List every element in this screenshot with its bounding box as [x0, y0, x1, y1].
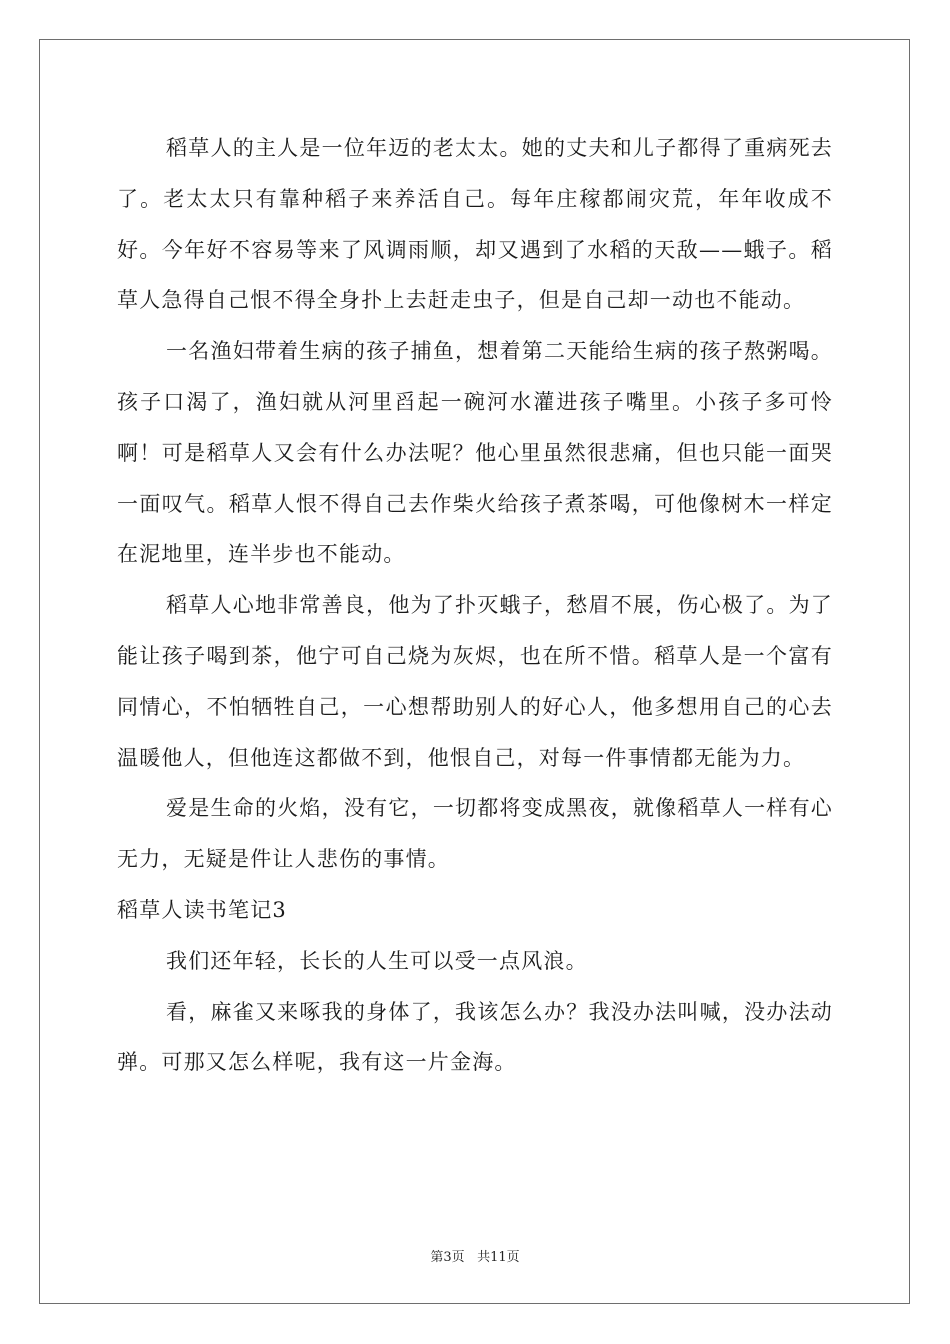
paragraph: 我们还年轻，长长的人生可以受一点风浪。 [166, 948, 588, 973]
page-footer [0, 1246, 950, 1265]
page-number: 第3页 [430, 1250, 465, 1265]
paragraph: 看，麻雀又来啄我的身体了，我该怎么办？我没办法叫喊，没办法动弹。可那又怎么样呢，我有这一片金海。 [117, 999, 833, 1075]
document-body [117, 123, 833, 1088]
section-heading: 稻草人读书笔记3 [117, 897, 287, 922]
paragraph: 稻草人心地非常善良，他为了扑灭蛾子，愁眉不展，伤心极了。为了能让孩子喝到茶，他宁可自己烧为灰烬，也在所不惜。稻草人是一个富有同情心，不怕牺牲自己，一心想帮助别人的好心人，他多想用自己的心去温暖他人，但他连这都做不到，他恨自己，对每一件事情都无能为力。 [117, 593, 833, 770]
paragraph: 爱是生命的火焰，没有它，一切都将变成黑夜，就像稻草人一样有心无力，无疑是件让人悲伤的事情。 [117, 796, 833, 872]
paragraph: 一名渔妇带着生病的孩子捕鱼，想着第二天能给生病的孩子熬粥喝。孩子口渴了，渔妇就从河里舀起一碗河水灌进孩子嘴里。小孩子多可怜啊！可是稻草人又会有什么办法呢？他心里虽然很悲痛，但也只能一面哭一面叹气。稻草人恨不得自己去作柴火给孩子煮茶喝，可他像树木一样定在泥地里，连半步也不能动。 [117, 339, 833, 567]
paragraph: 稻草人的主人是一位年迈的老太太。她的丈夫和儿子都得了重病死去了。老太太只有靠种稻子来养活自己。每年庄稼都闹灾荒，年年收成不好。今年好不容易等来了风调雨顺，却又遇到了水稻的天敌——蛾子。稻草人急得自己恨不得全身扑上去赶走虫子，但是自己却一动也不能动。 [117, 136, 833, 313]
page-total: 共11页 [477, 1250, 520, 1265]
